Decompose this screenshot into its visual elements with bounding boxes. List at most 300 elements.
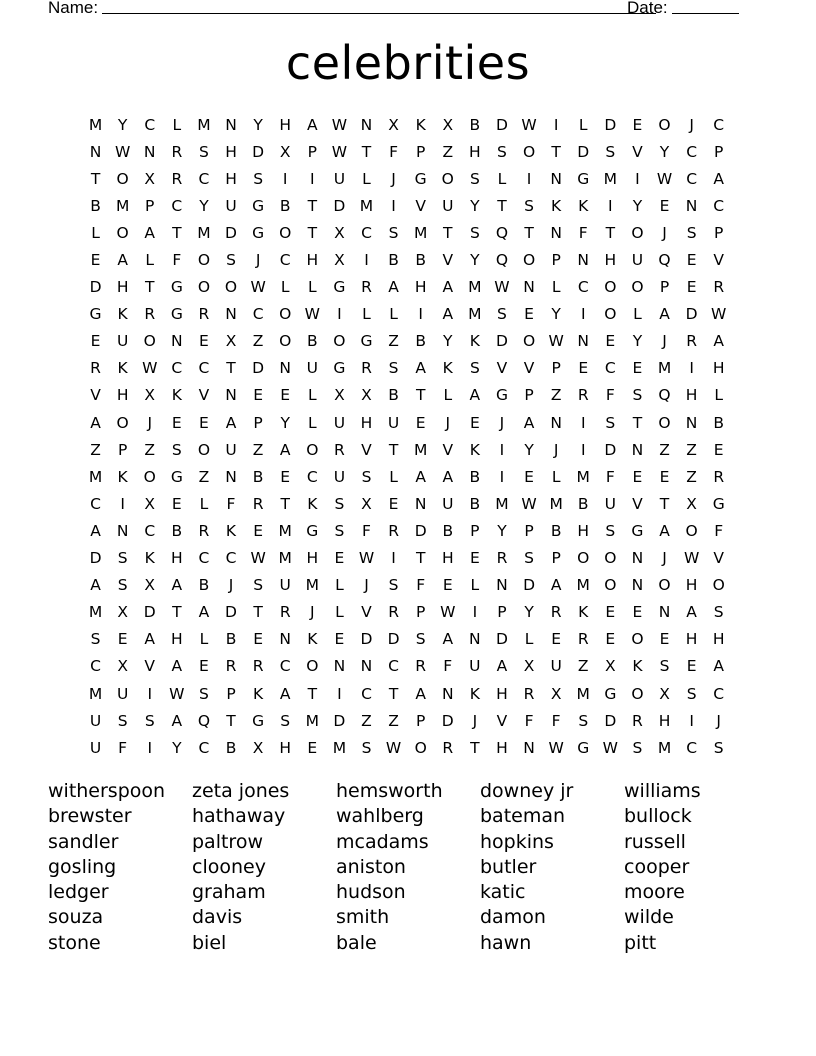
grid-letter: R: [415, 657, 427, 676]
grid-letter: A: [415, 684, 426, 703]
grid-letter: R: [279, 603, 291, 622]
grid-letter: B: [90, 196, 101, 215]
grid-letter: L: [470, 576, 480, 595]
grid-letter: F: [443, 657, 453, 676]
grid-letter: E: [605, 603, 616, 622]
grid-letter: S: [605, 521, 616, 540]
grid-letter: K: [578, 603, 589, 622]
grid-letter: P: [551, 549, 561, 568]
word-item: hopkins: [480, 830, 554, 853]
grid-letter: E: [171, 494, 182, 513]
grid-letter: R: [713, 278, 725, 297]
grid-letter: O: [116, 413, 129, 432]
grid-letter: R: [225, 657, 237, 676]
grid-letter: N: [225, 386, 237, 405]
grid-letter: U: [333, 413, 346, 432]
grid-letter: S: [497, 305, 507, 324]
grid-letter: B: [306, 332, 318, 351]
grid-letter: O: [685, 521, 698, 540]
grid-letter: O: [306, 657, 319, 676]
grid-letter: R: [388, 521, 399, 540]
grid-letter: N: [279, 359, 291, 378]
grid-letter: U: [604, 494, 616, 513]
grid-letter: N: [550, 223, 562, 242]
grid-letter: I: [391, 196, 396, 215]
grid-letter: D: [252, 142, 265, 161]
grid-letter: X: [361, 494, 372, 513]
grid-letter: A: [171, 576, 183, 595]
grid-letter: N: [441, 684, 454, 703]
grid-letter: G: [360, 332, 373, 351]
grid-letter: E: [524, 467, 534, 486]
grid-letter: B: [388, 251, 399, 270]
grid-letter: Y: [253, 115, 263, 134]
grid-letter: B: [225, 630, 237, 649]
grid-letter: H: [360, 413, 373, 432]
grid-letter: D: [89, 549, 102, 568]
grid-letter: H: [685, 576, 698, 595]
grid-letter: M: [576, 467, 590, 486]
grid-letter: M: [657, 738, 672, 757]
grid-letter: Y: [659, 142, 670, 161]
grid-letter: V: [361, 440, 372, 459]
grid-letter: G: [577, 169, 590, 188]
grid-row: [82, 545, 742, 572]
grid-letter: D: [225, 603, 237, 622]
grid-letter: O: [143, 467, 156, 486]
grid-letter: Y: [443, 332, 453, 351]
grid-letter: Y: [117, 115, 128, 134]
grid-row: [82, 707, 742, 734]
grid-letter: A: [279, 440, 291, 459]
grid-letter: H: [279, 738, 292, 757]
word-item: wahlberg: [336, 805, 424, 828]
grid-letter: D: [495, 115, 508, 134]
word-item: aniston: [336, 855, 406, 878]
grid-letter: L: [307, 386, 317, 405]
grid-letter: W: [548, 738, 564, 757]
grid-letter: C: [713, 115, 725, 134]
word-item: cooper: [624, 855, 690, 878]
grid-letter: N: [550, 169, 562, 188]
grid-letter: N: [631, 549, 644, 568]
grid-letter: L: [335, 603, 344, 622]
grid-letter: C: [686, 738, 698, 757]
grid-letter: K: [307, 630, 318, 649]
grid-letter: P: [307, 142, 317, 161]
grid-letter: M: [197, 115, 211, 134]
grid-letter: A: [713, 332, 724, 351]
grid-letter: J: [445, 413, 451, 432]
grid-letter: L: [714, 386, 724, 405]
grid-letter: S: [659, 657, 670, 676]
grid-letter: W: [602, 738, 618, 757]
grid-letter: R: [171, 169, 183, 188]
letter-grid: [82, 111, 742, 761]
date-blank-line: [672, 13, 739, 14]
grid-letter: A: [713, 657, 724, 676]
grid-letter: Z: [686, 440, 697, 459]
grid-letter: A: [659, 521, 670, 540]
grid-letter: I: [418, 305, 423, 324]
word-bank: [48, 779, 768, 956]
grid-letter: G: [333, 278, 346, 297]
grid-letter: O: [631, 684, 644, 703]
grid-letter: I: [553, 115, 559, 134]
grid-letter: R: [90, 359, 101, 378]
grid-letter: A: [388, 278, 399, 297]
grid-letter: Y: [524, 440, 534, 459]
grid-letter: E: [713, 440, 724, 459]
grid-row: [82, 382, 742, 409]
grid-letter: M: [88, 603, 103, 622]
grid-letter: N: [631, 576, 644, 595]
grid-letter: U: [116, 332, 129, 351]
grid-letter: V: [442, 440, 454, 459]
grid-letter: N: [685, 196, 698, 215]
grid-letter: X: [334, 223, 345, 242]
grid-letter: E: [524, 305, 534, 324]
grid-letter: T: [226, 711, 236, 730]
grid-letter: L: [633, 305, 642, 324]
grid-letter: J: [472, 711, 478, 730]
grid-letter: Y: [172, 738, 182, 757]
grid-letter: I: [689, 711, 694, 730]
grid-letter: G: [604, 684, 617, 703]
grid-letter: X: [388, 115, 399, 134]
grid-row: [82, 111, 742, 138]
grid-letter: A: [659, 305, 670, 324]
grid-letter: S: [280, 711, 291, 730]
grid-letter: T: [470, 738, 480, 757]
grid-letter: S: [686, 223, 697, 242]
grid-letter: L: [389, 305, 398, 324]
grid-letter: X: [334, 386, 345, 405]
grid-letter: A: [713, 169, 724, 188]
grid-letter: F: [226, 494, 236, 513]
grid-letter: E: [334, 549, 345, 568]
grid-letter: L: [280, 278, 290, 297]
grid-letter: Q: [495, 251, 509, 270]
grid-letter: U: [89, 711, 102, 730]
word-column: [336, 779, 480, 956]
grid-letter: U: [116, 684, 129, 703]
grid-letter: E: [90, 251, 101, 270]
grid-letter: Z: [198, 467, 210, 486]
grid-letter: P: [415, 711, 426, 730]
word-item: hathaway: [192, 805, 286, 828]
grid-letter: S: [117, 549, 128, 568]
grid-letter: N: [225, 467, 237, 486]
grid-letter: S: [605, 413, 616, 432]
grid-letter: N: [469, 630, 481, 649]
grid-letter: H: [171, 549, 183, 568]
grid-letter: O: [522, 142, 536, 161]
grid-letter: E: [253, 630, 263, 649]
grid-letter: J: [716, 711, 721, 730]
grid-letter: E: [659, 467, 670, 486]
grid-letter: H: [604, 251, 617, 270]
grid-letter: S: [334, 494, 345, 513]
grid-letter: M: [576, 576, 590, 595]
grid-letter: X: [659, 684, 670, 703]
grid-letter: E: [280, 467, 291, 486]
grid-letter: R: [198, 305, 210, 324]
grid-letter: Z: [550, 386, 562, 405]
grid-letter: S: [415, 630, 426, 649]
grid-letter: K: [144, 549, 155, 568]
grid-letter: F: [118, 738, 128, 757]
grid-letter: A: [144, 223, 156, 242]
word-item: russell: [624, 830, 686, 853]
grid-letter: B: [550, 521, 562, 540]
grid-letter: I: [499, 440, 505, 459]
grid-letter: C: [198, 359, 210, 378]
grid-letter: W: [440, 603, 456, 622]
word-column: [480, 779, 624, 956]
grid-letter: X: [686, 494, 697, 513]
grid-letter: C: [144, 521, 156, 540]
grid-letter: C: [361, 684, 372, 703]
word-item: zeta jones: [192, 780, 290, 802]
grid-letter: R: [388, 603, 399, 622]
grid-row: [82, 572, 742, 599]
grid-letter: P: [714, 223, 724, 242]
grid-letter: S: [253, 576, 264, 595]
grid-letter: C: [279, 657, 291, 676]
grid-letter: H: [414, 278, 427, 297]
grid-letter: N: [143, 142, 156, 161]
grid-letter: X: [144, 494, 156, 513]
grid-letter: O: [604, 576, 617, 595]
grid-letter: J: [310, 603, 315, 622]
grid-letter: T: [145, 278, 155, 297]
grid-letter: X: [442, 115, 454, 134]
grid-letter: C: [686, 142, 698, 161]
grid-letter: O: [224, 278, 238, 297]
grid-letter: M: [278, 549, 292, 568]
grid-letter: X: [225, 332, 237, 351]
grid-letter: Z: [659, 440, 670, 459]
grid-letter: B: [388, 386, 399, 405]
grid-letter: X: [144, 386, 156, 405]
grid-row: [82, 301, 742, 328]
grid-letter: S: [469, 169, 480, 188]
grid-letter: D: [225, 223, 237, 242]
grid-letter: E: [280, 386, 291, 405]
grid-letter: Q: [658, 386, 671, 405]
grid-letter: S: [632, 386, 643, 405]
grid-letter: E: [686, 657, 697, 676]
grid-letter: S: [199, 142, 209, 161]
grid-letter: O: [197, 278, 211, 297]
grid-letter: T: [172, 223, 182, 242]
grid-letter: U: [442, 196, 454, 215]
grid-letter: W: [304, 305, 320, 324]
word-item: smith: [336, 906, 390, 929]
grid-letter: U: [225, 196, 237, 215]
grid-letter: G: [631, 521, 644, 540]
word-item: hawn: [480, 931, 532, 954]
grid-letter: D: [333, 711, 346, 730]
grid-row: [82, 653, 742, 680]
grid-letter: E: [605, 332, 616, 351]
grid-letter: L: [362, 305, 371, 324]
grid-row: [82, 626, 742, 653]
grid-letter: E: [632, 359, 643, 378]
grid-letter: U: [387, 413, 400, 432]
grid-letter: W: [169, 684, 185, 703]
grid-letter: Y: [199, 196, 209, 215]
grid-letter: J: [662, 223, 667, 242]
grid-letter: C: [686, 169, 698, 188]
grid-letter: L: [307, 278, 317, 297]
grid-letter: S: [524, 196, 534, 215]
grid-letter: M: [88, 467, 103, 486]
grid-letter: I: [147, 738, 153, 757]
grid-letter: E: [415, 413, 426, 432]
grid-letter: E: [253, 386, 263, 405]
grid-letter: G: [577, 738, 590, 757]
grid-letter: D: [360, 630, 373, 649]
grid-letter: V: [144, 657, 156, 676]
grid-letter: M: [468, 305, 482, 324]
grid-letter: W: [358, 549, 375, 568]
grid-letter: B: [415, 332, 426, 351]
grid-letter: J: [662, 332, 667, 351]
grid-letter: C: [713, 196, 725, 215]
grid-letter: D: [333, 196, 346, 215]
grid-letter: C: [225, 549, 237, 568]
grid-letter: R: [686, 332, 697, 351]
word-item: mcadams: [336, 830, 429, 853]
grid-letter: I: [635, 169, 640, 188]
grid-letter: S: [469, 359, 480, 378]
grid-letter: I: [580, 305, 586, 324]
grid-letter: N: [523, 738, 535, 757]
grid-letter: K: [632, 657, 643, 676]
grid-letter: A: [144, 630, 156, 649]
grid-letter: H: [225, 169, 237, 188]
grid-letter: B: [225, 738, 237, 757]
grid-letter: P: [145, 196, 155, 215]
grid-letter: M: [115, 196, 130, 215]
grid-letter: A: [442, 630, 454, 649]
grid-letter: R: [632, 711, 643, 730]
grid-letter: D: [143, 603, 156, 622]
word-column: [624, 779, 768, 956]
grid-letter: P: [415, 603, 426, 622]
grid-letter: C: [198, 738, 210, 757]
grid-letter: W: [385, 738, 402, 757]
grid-letter: B: [279, 196, 291, 215]
grid-letter: E: [632, 115, 643, 134]
grid-letter: K: [469, 440, 480, 459]
grid-letter: H: [116, 278, 129, 297]
grid-letter: S: [578, 711, 589, 730]
grid-letter: E: [307, 738, 318, 757]
grid-letter: J: [147, 413, 153, 432]
grid-letter: E: [199, 413, 209, 432]
grid-letter: S: [117, 576, 128, 595]
grid-letter: R: [577, 630, 589, 649]
grid-letter: V: [442, 251, 454, 270]
grid-letter: L: [145, 251, 155, 270]
grid-letter: W: [250, 278, 266, 297]
grid-letter: O: [333, 332, 346, 351]
grid-letter: K: [225, 521, 237, 540]
grid-letter: U: [306, 359, 318, 378]
grid-row: [82, 490, 742, 517]
grid-letter: A: [117, 251, 128, 270]
grid-letter: S: [605, 142, 616, 161]
grid-letter: A: [171, 711, 183, 730]
grid-letter: O: [306, 440, 319, 459]
grid-letter: V: [496, 711, 508, 730]
grid-letter: L: [199, 630, 209, 649]
grid-letter: M: [305, 576, 319, 595]
grid-letter: R: [550, 603, 562, 622]
grid-letter: K: [578, 196, 589, 215]
grid-letter: D: [685, 305, 698, 324]
grid-letter: Q: [495, 223, 509, 242]
grid-letter: P: [497, 603, 507, 622]
grid-letter: A: [523, 413, 535, 432]
grid-letter: H: [279, 115, 292, 134]
grid-letter: S: [361, 738, 372, 757]
grid-letter: C: [306, 467, 318, 486]
grid-letter: T: [497, 196, 507, 215]
grid-letter: W: [521, 494, 537, 513]
grid-letter: X: [117, 657, 128, 676]
grid-letter: W: [683, 549, 700, 568]
grid-letter: I: [472, 603, 478, 622]
grid-letter: O: [279, 332, 292, 351]
grid-letter: R: [713, 467, 725, 486]
grid-letter: O: [631, 278, 644, 297]
grid-letter: W: [331, 115, 348, 134]
grid-letter: A: [90, 413, 101, 432]
grid-letter: B: [577, 494, 589, 513]
grid-letter: L: [551, 278, 561, 297]
grid-letter: E: [90, 332, 101, 351]
grid-letter: W: [114, 142, 131, 161]
grid-letter: I: [580, 440, 586, 459]
grid-letter: U: [225, 440, 237, 459]
grid-letter: N: [577, 332, 590, 351]
grid-letter: O: [631, 223, 644, 242]
grid-letter: G: [495, 386, 508, 405]
grid-letter: B: [415, 251, 426, 270]
grid-letter: G: [170, 305, 183, 324]
grid-letter: W: [494, 278, 510, 297]
grid-letter: G: [333, 359, 346, 378]
grid-letter: N: [171, 332, 183, 351]
grid-row: [82, 599, 742, 626]
grid-row: [82, 328, 742, 355]
word-item: pitt: [624, 931, 657, 954]
grid-letter: S: [632, 738, 643, 757]
grid-letter: P: [524, 521, 534, 540]
grid-letter: V: [523, 359, 535, 378]
grid-letter: V: [632, 494, 643, 513]
grid-letter: L: [524, 630, 534, 649]
grid-row: [82, 192, 742, 219]
grid-letter: N: [89, 142, 102, 161]
grid-letter: O: [658, 413, 671, 432]
grid-letter: V: [713, 251, 724, 270]
word-item: bale: [336, 931, 377, 954]
